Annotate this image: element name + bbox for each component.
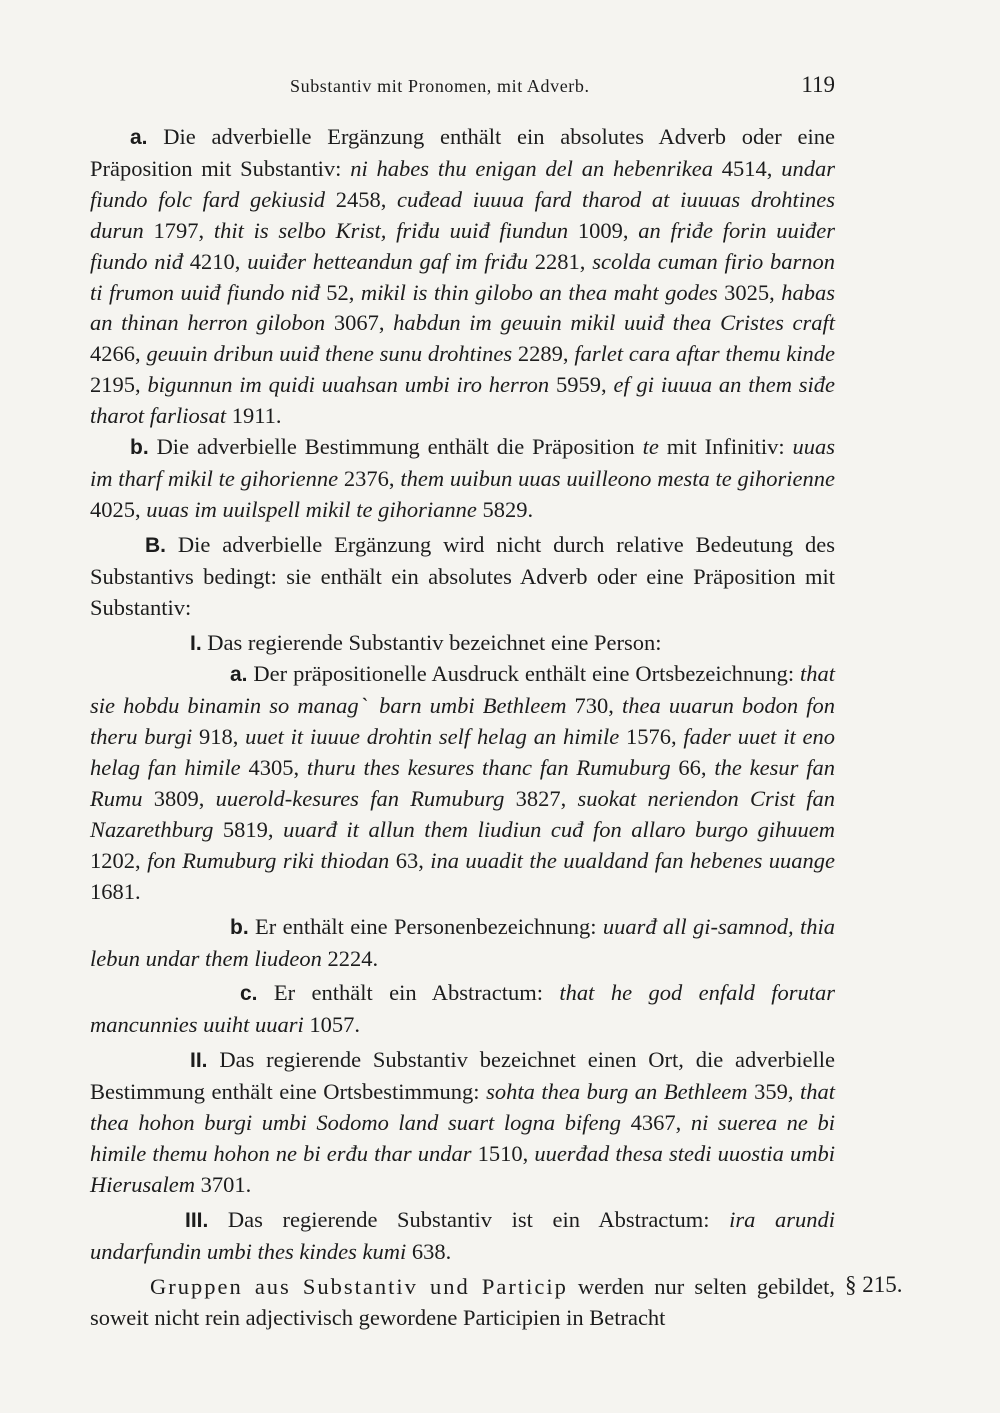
example-quote: uuiđer hetteandun gaf im friđu [247, 248, 529, 274]
line-reference: 359, [747, 1079, 800, 1105]
text-run: werden nur selten gebildet, soweit nicht rein adjectivisch gewordene Participien in Betracht [90, 1273, 836, 1330]
line-reference: 1681. [90, 878, 141, 904]
example-quote: fader uuet it eno helag fan himile [90, 724, 835, 781]
line-reference: 5819, [213, 816, 284, 842]
line-reference: 4514, [712, 155, 782, 181]
example-quote: habdun im geuuin mikil uuiđ thea Cristes craft [393, 310, 835, 336]
paragraph-marker: I. [190, 631, 202, 655]
paragraph-I-c [90, 978, 835, 1041]
paragraph-marker: c. [240, 982, 258, 1006]
line-reference: 1911. [226, 403, 282, 429]
page-number: 119 [801, 72, 835, 97]
text-run: Das regierende Substantiv ist ein Abstractum: [208, 1206, 730, 1232]
text-run: Er enthält ein Abstractum: [257, 980, 560, 1006]
example-quote: mikil is thin gilobo an thea maht godes [360, 279, 718, 305]
section-marker: § 215. [845, 1272, 903, 1297]
example-quote: te [642, 434, 659, 460]
text-run: Die adverbielle Ergänzung wird nicht durch relative Bedeutung des Substantivs bedingt: sie enthält ein absolutes Adverb oder eine Präposition mit Substantiv: [90, 531, 835, 620]
paragraph-III [90, 1205, 835, 1268]
running-title: Substantiv mit Pronomen, mit Adverb. [290, 76, 590, 96]
example-quote: uuas im uuilspell mikil te gihorianne [146, 496, 477, 522]
example-quote: suokat neriendon Crist fan Nazarethburg [90, 786, 836, 842]
example-quote: ina uuadit the uualdand fan hebenes uuange [430, 847, 836, 873]
line-reference: 4367, [620, 1110, 691, 1136]
example-quote: that he god enfald forutar mancunnies uuiht uuari [90, 980, 835, 1038]
line-reference: 3701. [195, 1171, 252, 1197]
example-quote: that thea hohon burgi umbi Sodomo land suart logna bifeng [90, 1079, 835, 1136]
text-run: Das regierende Substantiv bezeichnet einen Ort, die adverbielle Bestimmung enthält eine Ortsbestimmung: [90, 1047, 835, 1105]
example-quote: sohta thea burg an Bethleem [486, 1079, 748, 1105]
example-quote: uuet it iuuue drohtin self helag an himile [245, 724, 620, 750]
example-quote: farlet cara aftar themu kinde [574, 341, 835, 367]
text-run: Das regierende Substantiv bezeichnet eine Person: [201, 629, 662, 655]
example-quote: thit is selbo Krist, friđu uuiđ fiundun [213, 217, 569, 243]
example-quote: uuarđ it allun them liudiun cuđ fon allaro burgo gihuuem [283, 816, 836, 842]
line-reference: 3827, [504, 786, 578, 812]
paragraph-I [90, 628, 835, 660]
text-run: Der präpositionelle Ausdruck enthält eine Ortsbezeichnung: [247, 661, 800, 687]
example-quote: habas an thinan herron gilobon [90, 279, 836, 336]
example-quote: uuerold-kesures fan Rumuburg [215, 786, 505, 812]
text-run: Die adverbielle Bestimmung enthält die Präposition [148, 434, 643, 460]
paragraph-marker: b. [130, 436, 149, 460]
text-run: Die adverbielle Ergänzung enthält ein absolutes Adverb oder eine Präposition mit Substantiv: [90, 124, 835, 181]
paragraph-marker: a. [230, 663, 248, 687]
example-quote: cuđead iuuua fard tharod at iuuuas drohtines durun [90, 186, 836, 243]
example-quote: that sie hobdu binamin so managˋ barn umbi Bethleem [90, 661, 835, 719]
paragraph-I-b [90, 912, 835, 975]
paragraph-marker: a. [130, 126, 148, 149]
text-run: Er enthält eine Personenbezeichnung: [248, 913, 603, 939]
paragraph-I-a [90, 659, 835, 907]
line-reference: 4025, [90, 496, 147, 522]
paragraph-marker: III. [185, 1208, 209, 1232]
example-quote: ni habes thu enigan del an hebenrikea [350, 155, 713, 181]
paragraph-II [90, 1045, 835, 1201]
line-reference: 4305, [240, 755, 307, 781]
line-reference: 3025, [717, 279, 782, 305]
example-quote: ef gi iuuua an them siđe tharot farliosat [90, 372, 835, 429]
example-quote: fon Rumuburg riki thiodan [147, 847, 390, 873]
paragraph-b [90, 432, 835, 526]
paragraph-marker: b. [230, 915, 249, 939]
line-reference: 4266, [90, 341, 147, 367]
line-reference: 2195, [90, 372, 148, 398]
example-quote: them uuibun uuas uuilleono mesta te gihorienne [400, 465, 836, 491]
line-reference: 1057. [303, 1012, 360, 1038]
line-reference: 2376, [338, 465, 401, 491]
paragraph-215 [90, 1272, 835, 1334]
example-quote: scolda cuman firio barnon ti frumon uuiđ fiundo niđ [90, 248, 836, 305]
line-reference: 2458, [325, 186, 398, 212]
example-quote: thuru thes kesures thanc fan Rumuburg [306, 755, 671, 781]
line-reference: 52, [319, 279, 361, 305]
example-quote: uuerđad thesa stedi uuostia umbi Hierusalem [90, 1141, 835, 1197]
line-reference: 2224. [321, 945, 379, 971]
paragraph-marker: B. [145, 533, 166, 557]
example-quote: ni suerea ne bi himile themu hohon ne bi erđu thar undar [90, 1110, 836, 1166]
paragraph-a [90, 122, 835, 432]
line-reference: 66, [670, 755, 715, 781]
spaced-term: Gruppen aus Substantiv und Particip [150, 1273, 568, 1299]
line-reference: 2281, [528, 248, 593, 274]
line-reference: 3067, [325, 310, 394, 336]
paragraph-B [90, 530, 835, 624]
line-reference: 1576, [619, 724, 684, 750]
line-reference: 2289, [512, 341, 575, 367]
line-reference: 5959, [549, 372, 614, 398]
body-text [90, 122, 835, 1333]
example-quote: the kesur fan Rumu [90, 755, 835, 812]
example-quote: uuarđ all gi-samnod, thia lebun undar them liudeon [90, 913, 836, 971]
line-reference: 1202, [90, 847, 148, 873]
line-reference: 1797, [143, 217, 214, 243]
line-reference: 1009, [568, 217, 639, 243]
example-quote: undar fiundo folc fard gekiusid [90, 155, 835, 212]
example-quote: bigunnun im quidi uuahsan umbi iro herron [147, 372, 550, 398]
example-quote: geuuin dribun uuiđ thene sunu drohtines [146, 341, 513, 367]
line-reference: 918, [192, 724, 246, 750]
line-reference: 5829. [476, 496, 534, 522]
line-reference: 1510, [471, 1141, 535, 1166]
page-header [90, 72, 835, 102]
line-reference: 730, [566, 693, 622, 719]
line-reference: 3809, [142, 786, 216, 812]
example-quote: ira arundi undarfundin umbi thes kindes kumi [90, 1206, 835, 1264]
line-reference: 638. [406, 1238, 452, 1264]
text-run: mit Infinitiv: [658, 434, 793, 460]
line-reference: 63, [389, 847, 431, 873]
example-quote: thea uuarun bodon fon theru burgi [90, 693, 835, 750]
example-quote: an friđe forin uuiđer fiundo niđ [90, 217, 836, 274]
paragraph-marker: II. [190, 1049, 208, 1073]
line-reference: 4210, [183, 248, 248, 274]
example-quote: uuas im tharf mikil te gihorienne [90, 434, 835, 491]
